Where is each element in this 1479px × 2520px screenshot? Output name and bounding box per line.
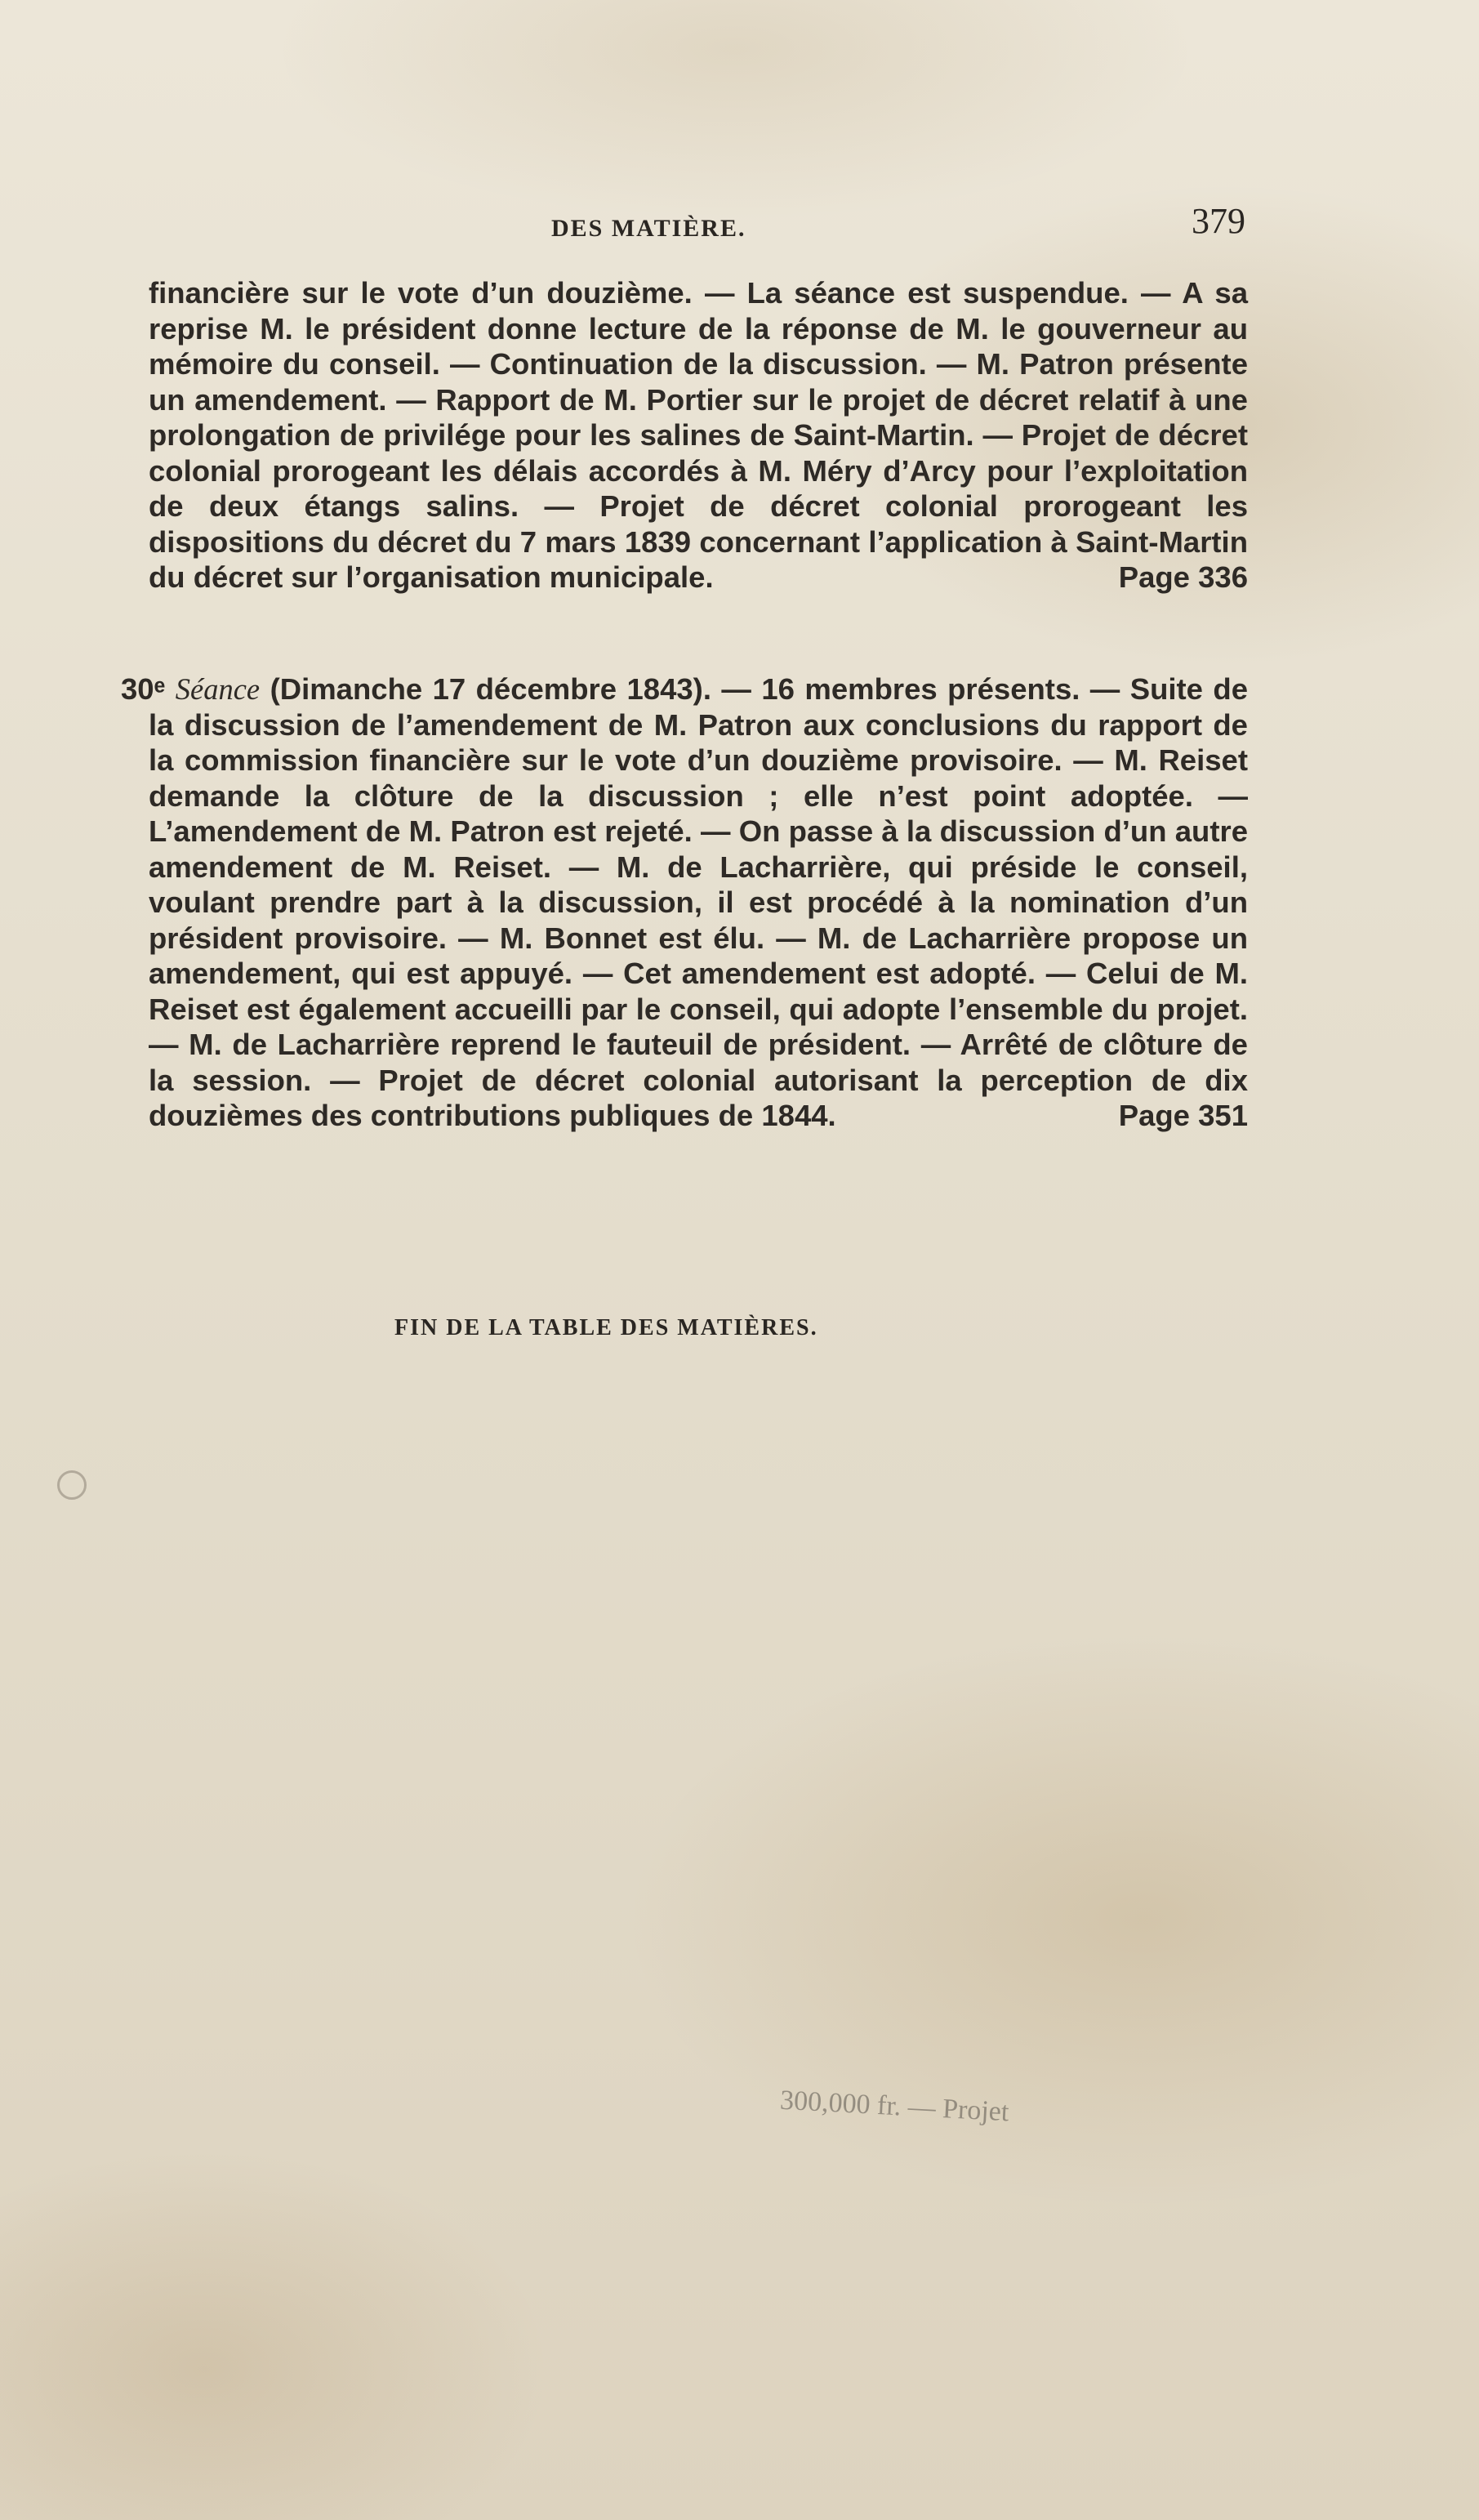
entry-30 — [121, 671, 1248, 1134]
page-number: 379 — [1192, 201, 1245, 241]
bleed-through-text: 300,000 fr. — Projet — [779, 2085, 1010, 2128]
running-title: DES MATIÈRE. — [551, 215, 746, 242]
paper-stain-mark — [57, 1470, 87, 1500]
entry-30-page-ref: Page 351 — [1118, 1099, 1248, 1132]
running-head — [114, 200, 1245, 249]
entry-continued-text: financière sur le vote d’un douzième. — La séance est suspendue. — A sa reprise M. le président donne lecture de la réponse de M. le gouverneur au mémoire du conseil. — Continuation de la discussion. — M. Patron présente un amendement. — Rapport de M. Portier sur le projet de décret relatif à une prolongation de privilége pour les salines de Saint-Martin. — Projet de décret colonial prorogeant les délais accordés à M. Méry d’Arcy pour l’exploitation de deux étangs salins. — Projet de décret colonial prorogeant les dispositions du décret du 7 mars 1839 concernant l’application à Saint-Martin du décret sur l’organisation municipale. — [149, 276, 1248, 594]
entry-continued-page-ref: Page 336 — [1118, 560, 1248, 594]
entry-30-number: 30ᵉ — [121, 672, 166, 706]
end-of-table-text: FIN DE LA TABLE DES MATIÈRES. — [394, 1315, 818, 1340]
entry-continued — [149, 275, 1248, 595]
entry-30-text: (Dimanche 17 décembre 1843). — 16 membres présents. — Suite de la discussion de l’amendement de M. Patron aux conclusions du rapport de la commission financière sur le vote d’un douzième provisoire. — M. Reiset demande la clôture de la discussion ; elle n’est point adoptée. — L’amendement de M. Patron est rejeté. — On passe à la discussion d’un autre amendement de M. Reiset. — M. de Lacharrière, qui préside le conseil, voulant prendre part à la discussion, il est procédé à la nomination d’un président provisoire. — M. Bonnet est élu. — M. de Lacharrière propose un amendement, qui est appuyé. — Cet amendement est adopté. — Celui de M. Reiset est également accueilli par le conseil, qui adopte l’ensemble du projet. — M. de Lacharrière reprend le fauteuil de président. — Arrêté de clôture de la session. — Projet de décret colonial autorisant la perception de dix douzièmes des contributions publiques de 1844. — [149, 672, 1248, 1132]
entry-30-seance-label: Séance — [175, 672, 261, 706]
